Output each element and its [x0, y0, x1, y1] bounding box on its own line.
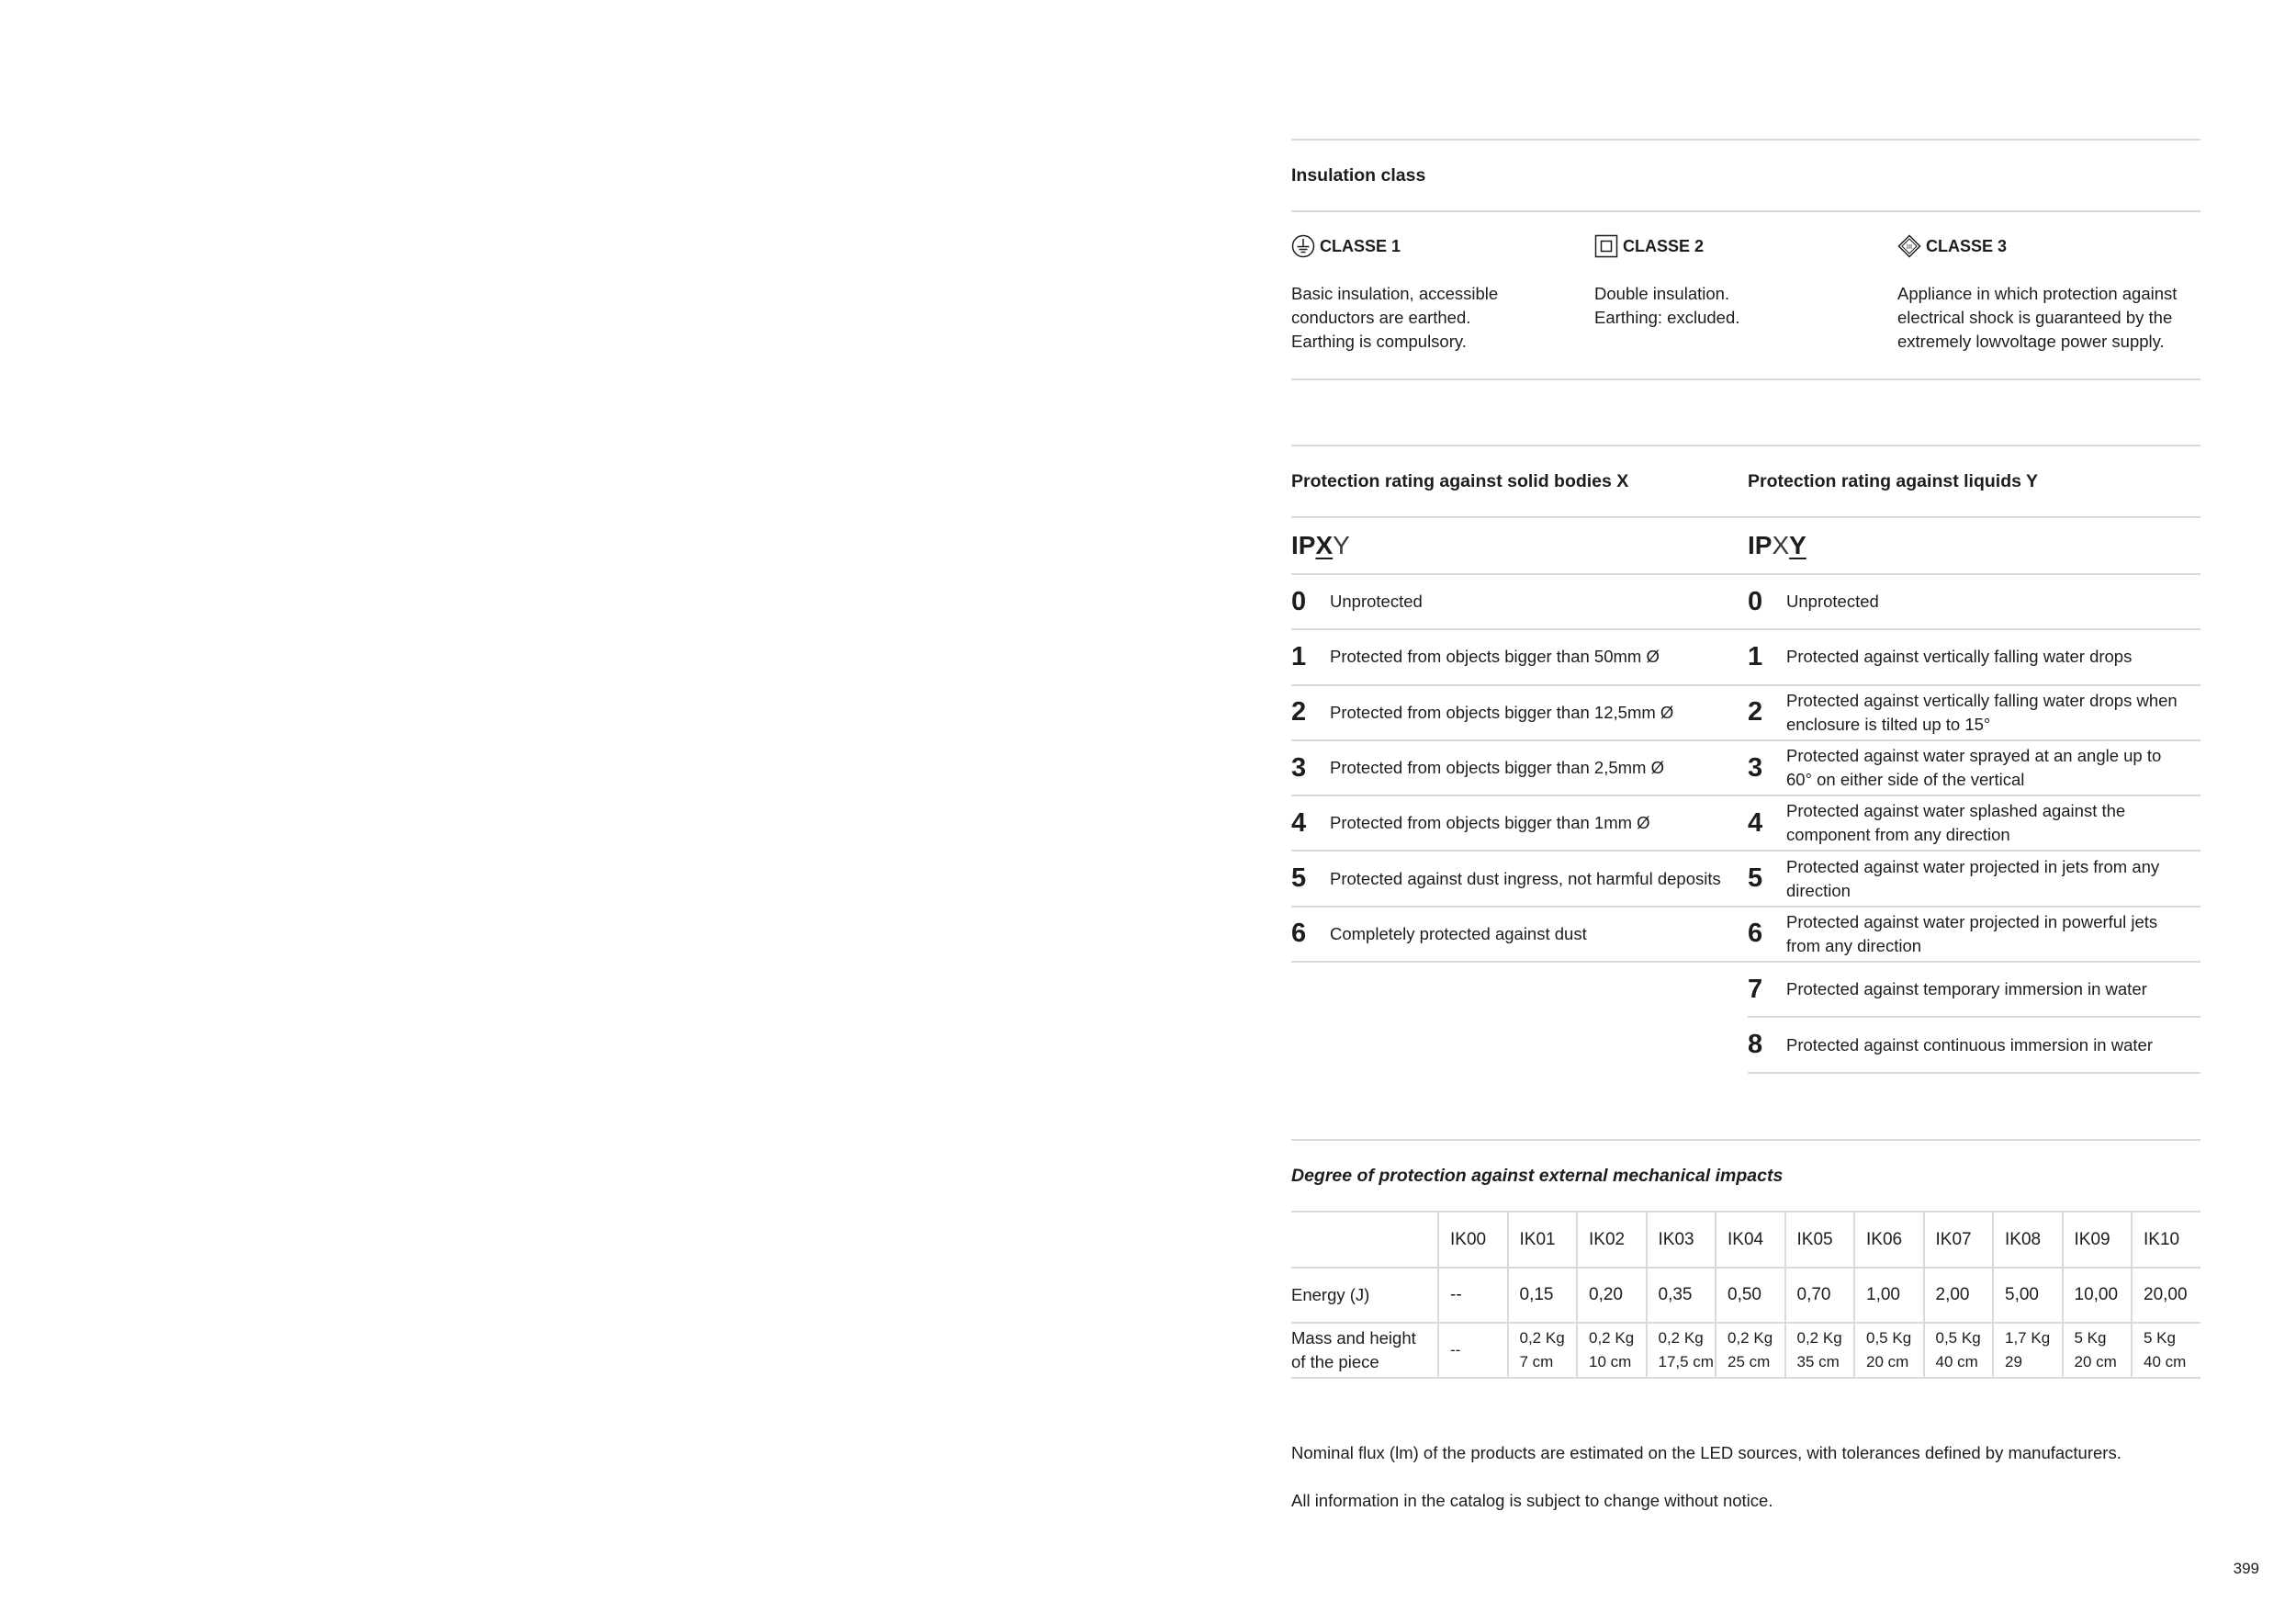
solid-row-number: 1 — [1291, 641, 1307, 671]
liquid-row-number: 4 — [1748, 807, 1763, 838]
insulation-classes — [1291, 212, 2200, 380]
energy-cell: 0,15 — [1507, 1269, 1577, 1324]
ik-column-header: IK00 — [1437, 1212, 1507, 1269]
class-3-description: Appliance in which protection against electrical shock is guaranteed by the extremely lowvoltage power supply. — [1897, 284, 2178, 351]
class-3 — [1897, 212, 2200, 378]
energy-cell: 1,00 — [1853, 1269, 1923, 1324]
mass-cell: 0,2 Kg 10 cm — [1576, 1324, 1646, 1379]
liquid-row-number: 6 — [1748, 919, 1763, 949]
mass-cell: 0,5 Kg 20 cm — [1853, 1324, 1923, 1379]
class-1-header — [1291, 232, 1594, 260]
class-3-diamond-icon — [1897, 234, 1921, 258]
class-1-description: Basic insulation, accessible conductors are earthed. Earthing is compulsory. — [1291, 284, 1499, 351]
liquid-row-number: 0 — [1748, 586, 1763, 616]
class-2-double-square-icon — [1594, 234, 1618, 258]
class-2-header — [1594, 232, 1897, 260]
liquid-row-number: 8 — [1748, 1030, 1763, 1060]
ik-column-header: IK05 — [1784, 1212, 1854, 1269]
solid-row-text: Protected from objects bigger than 2,5mm Ø — [1330, 758, 1665, 778]
solid-row-text: Protected from objects bigger than 1mm Ø — [1330, 813, 1650, 833]
liquid-row-text: Protected against continuous immersion in water — [1786, 1034, 2153, 1054]
solid-row — [1291, 686, 1748, 741]
liquid-row-text: Protected against water projected in jets from any direction — [1786, 856, 2160, 900]
mass-cell: 0,5 Kg 40 cm — [1923, 1324, 1993, 1379]
liquid-row — [1748, 963, 2200, 1018]
solid-row-text: Completely protected against dust — [1330, 923, 1587, 943]
liquid-row-text: Protected against temporary immersion in water — [1786, 979, 2147, 999]
mass-cell: 1,7 Kg 29 — [1992, 1324, 2062, 1379]
class-3-header — [1897, 232, 2200, 260]
solid-bodies-column — [1291, 446, 1748, 1074]
solid-row-text: Protected from objects bigger than 12,5mm Ø — [1330, 702, 1674, 722]
mass-cell: 0,2 Kg 17,5 cm — [1646, 1324, 1716, 1379]
solid-ip-y: Y — [1333, 531, 1350, 559]
class-1-label: CLASSE 1 — [1320, 236, 1401, 255]
liquid-row — [1748, 851, 2200, 907]
liquid-row-text: Protected against water splashed against the component from any direction — [1786, 801, 2126, 845]
mass-cell: 0,2 Kg 7 cm — [1507, 1324, 1577, 1379]
liquid-row — [1748, 630, 2200, 685]
liquids-column — [1748, 446, 2200, 1074]
energy-cell: 0,35 — [1646, 1269, 1716, 1324]
liquid-ip-x: X — [1772, 531, 1790, 559]
energy-cell: 20,00 — [2131, 1269, 2200, 1324]
liquid-row-text: Protected against vertically falling water drops when enclosure is tilted up to 15° — [1786, 690, 2178, 734]
insulation-class-title: Insulation class — [1291, 141, 2200, 212]
class-2 — [1594, 212, 1897, 378]
class-1-earth-icon — [1291, 234, 1315, 258]
solid-row-number: 0 — [1291, 586, 1307, 616]
solid-ip-prefix: IP — [1291, 531, 1316, 559]
solid-bodies-title: Protection rating against solid bodies X — [1291, 446, 1748, 518]
solid-row — [1291, 741, 1748, 796]
solid-row-text: Protected against dust ingress, not harmful deposits — [1330, 868, 1721, 888]
liquid-ip-y: Y — [1789, 531, 1806, 559]
solid-row — [1291, 630, 1748, 685]
mass-cell: 5 Kg 40 cm — [2131, 1324, 2200, 1379]
class-3-label: CLASSE 3 — [1926, 236, 2008, 255]
energy-cell: 0,20 — [1576, 1269, 1646, 1324]
liquid-row — [1748, 796, 2200, 851]
mechanical-impacts-section — [1291, 1139, 2200, 1379]
mechanical-impacts-title: Degree of protection against external mechanical impacts — [1291, 1141, 2200, 1212]
liquid-row-text: Protected against vertically falling water drops — [1786, 647, 2133, 667]
liquid-row — [1748, 741, 2200, 796]
solid-ip-x: X — [1315, 531, 1334, 559]
ik-column-header: IK07 — [1923, 1212, 1993, 1269]
ik-column-header: IK01 — [1507, 1212, 1577, 1269]
solid-row-number: 2 — [1291, 697, 1307, 727]
energy-cell: 5,00 — [1992, 1269, 2062, 1324]
ik-column-header: IK09 — [2062, 1212, 2132, 1269]
liquid-ip-code — [1748, 518, 2200, 575]
solid-row — [1291, 575, 1748, 630]
solid-row — [1291, 796, 1748, 851]
liquid-row — [1748, 1018, 2200, 1073]
liquid-row — [1748, 575, 2200, 630]
solid-row-number: 6 — [1291, 919, 1307, 949]
ik-table-corner-cell — [1291, 1212, 1437, 1269]
liquid-row-text: Unprotected — [1786, 592, 1879, 612]
protection-rating-section — [1291, 445, 2200, 1074]
liquid-row-number: 3 — [1748, 752, 1763, 783]
nominal-flux-note: Nominal flux (lm) of the products are estimated on the LED sources, with tolerances defined by manufacturers. — [1291, 1443, 2122, 1462]
solid-row-number: 3 — [1291, 752, 1307, 783]
solid-row-number: 5 — [1291, 863, 1307, 894]
energy-cell: -- — [1437, 1269, 1507, 1324]
ik-column-header: IK08 — [1992, 1212, 2062, 1269]
liquid-row-text: Protected against water sprayed at an angle up to 60° on either side of the vertical — [1786, 746, 2162, 790]
ik-table — [1291, 1212, 2200, 1379]
class-3-symbol: III — [1906, 242, 1913, 251]
class-1 — [1291, 212, 1594, 378]
solid-row — [1291, 851, 1748, 907]
change-notice-note: All information in the catalog is subject to change without notice. — [1291, 1491, 1773, 1510]
energy-cell: 2,00 — [1923, 1269, 1993, 1324]
class-2-description: Double insulation. Earthing: excluded. — [1594, 284, 1740, 327]
energy-cell: 0,50 — [1715, 1269, 1784, 1324]
ik-column-header: IK03 — [1646, 1212, 1716, 1269]
solid-ip-code — [1291, 518, 1748, 575]
energy-cell: 0,70 — [1784, 1269, 1854, 1324]
liquid-row-number: 1 — [1748, 641, 1763, 671]
liquid-row-text: Protected against water projected in powerful jets from any direction — [1786, 911, 2158, 955]
liquid-row — [1748, 908, 2200, 963]
mass-row-label: Mass and height of the piece — [1291, 1324, 1437, 1379]
insulation-class-section — [1291, 139, 2200, 380]
mass-cell: -- — [1437, 1324, 1507, 1379]
mass-cell: 0,2 Kg 25 cm — [1715, 1324, 1784, 1379]
mass-cell: 0,2 Kg 35 cm — [1784, 1324, 1854, 1379]
liquid-row — [1748, 686, 2200, 741]
ik-column-header: IK02 — [1576, 1212, 1646, 1269]
mass-cell: 5 Kg 20 cm — [2062, 1324, 2132, 1379]
ik-column-header: IK04 — [1715, 1212, 1784, 1269]
solid-row-text: Protected from objects bigger than 50mm Ø — [1330, 647, 1660, 667]
liquids-title: Protection rating against liquids Y — [1748, 446, 2200, 518]
liquid-row-number: 7 — [1748, 974, 1763, 1004]
energy-row-label: Energy (J) — [1291, 1269, 1437, 1324]
ik-column-header: IK06 — [1853, 1212, 1923, 1269]
liquid-row-number: 5 — [1748, 863, 1763, 894]
energy-cell: 10,00 — [2062, 1269, 2132, 1324]
ik-column-header: IK10 — [2131, 1212, 2200, 1269]
solid-row-text: Unprotected — [1330, 592, 1423, 612]
class-2-label: CLASSE 2 — [1623, 236, 1705, 255]
liquid-row-number: 2 — [1748, 697, 1763, 727]
solid-row-number: 4 — [1291, 807, 1307, 838]
page-number: 399 — [2233, 1560, 2259, 1577]
solid-row — [1291, 908, 1748, 963]
liquid-ip-prefix: IP — [1748, 531, 1773, 559]
